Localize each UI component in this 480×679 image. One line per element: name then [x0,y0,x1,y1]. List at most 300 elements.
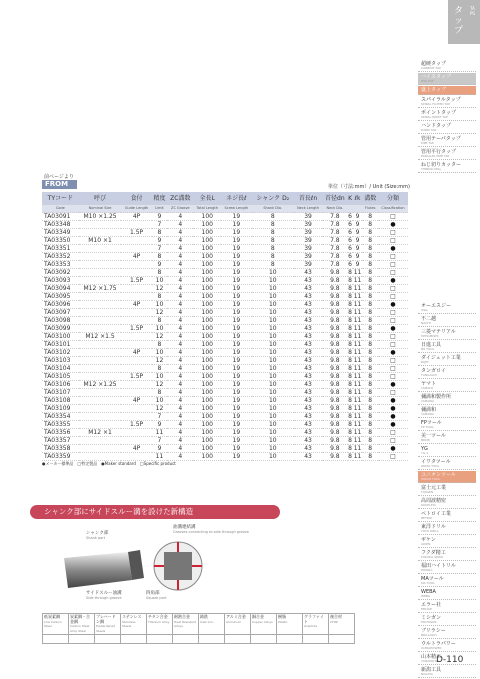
cell-zc: 4 [167,389,193,397]
column-header-en: Classification [378,205,408,213]
cell-code: TA03354 [42,413,79,421]
sidebar-item[interactable] [418,109,476,121]
cell-d: 10 [252,357,294,365]
sidebar-item-sub: NACHI [421,321,431,325]
sidebar-item-sub: NIIGATA [421,672,433,676]
sidebar-item[interactable] [418,161,476,173]
cell-code: TA03103 [42,357,79,365]
cell-L: 100 [193,437,221,445]
sidebar-item-sub: PIPE TAP [421,141,434,145]
sidebar-item-sub: TUNGALOY [421,373,438,377]
cell-lk: 11 [353,437,362,444]
column-header-en: Neck Dia. [322,205,347,213]
sidebar-item-label: ギケン [421,537,436,543]
cell-fl: 8 [362,445,378,453]
cell-lim: 10 [152,349,168,357]
cell-cls: ● [378,221,408,229]
cell-dn: 9.8 [322,429,347,437]
cell-ln: 43 [294,397,322,405]
cell-dn: 9.8 [322,365,347,373]
sidebar-item-label: 彌満和 [421,407,437,413]
cell-dn: 7.8 [322,237,347,245]
sidebar-item-label: 日進工具 [421,342,442,348]
cell-lim: 10 [152,397,168,405]
material-cell [173,614,199,635]
cell-ln: 43 [294,285,322,293]
cell-k: 6 [348,245,352,252]
cell-dn: 9.8 [322,373,347,381]
cell-zc: 4 [167,373,193,381]
table-row [42,381,408,389]
table-row [42,333,408,341]
cell-nom [79,269,122,277]
table-row [42,317,408,325]
cell-l: 19 [221,349,252,357]
cell-dn: 9.8 [322,293,347,301]
sidebar-item[interactable] [418,341,476,353]
cell-g [121,453,151,461]
cell-lim: 12 [152,285,168,293]
cell-dn: 7.8 [322,213,347,221]
cell-ln: 43 [294,365,322,373]
sidebar-item[interactable] [418,588,476,600]
cell-lim: 9 [152,261,168,269]
sidebar-item-sub: MICHIGAN [421,620,437,624]
cell-nom [79,253,122,261]
cell-lk: 9 [353,253,363,261]
cell-d: 8 [252,261,294,269]
column-header-en: Screw Length [221,205,252,213]
cell-l: 19 [221,341,252,349]
cell-dn: 9.8 [322,445,347,453]
table-row [42,373,408,381]
cell-g [121,365,151,373]
sidebar-item[interactable] [418,458,476,470]
table-row [42,261,408,269]
cell-nom: M12 ×1.5 [79,333,122,341]
cell-fl: 8 [362,293,378,301]
cell-cls: □ [378,237,408,245]
sidebar-item[interactable] [418,484,476,496]
cell-L: 100 [193,237,221,245]
cell-lim: 7 [152,413,168,421]
cell-lim: 12 [152,405,168,413]
cell-d: 10 [252,269,294,277]
cell-cls: ● [378,325,408,333]
cell-dn: 7.8 [322,261,347,269]
cell-zc: 4 [167,349,193,357]
sidebar-item-label: ポイントタップ [421,110,457,116]
column-header-en: Guide Length [121,205,151,213]
cell-k: 8 [348,405,352,412]
cell-nom [79,349,122,357]
cell-g [121,245,151,253]
cell-L: 100 [193,293,221,301]
cell-k: 8 [348,333,352,340]
material-cell [225,614,251,635]
table-row [42,397,408,405]
cell-dn: 9.8 [322,301,347,309]
material-en: Low Carbon Steel [44,619,62,628]
cell-k: 8 [348,317,352,324]
cell-fl: 8 [362,341,378,349]
sidebar-item-sub: MITSUBISHI [421,334,439,338]
sidebar-item[interactable] [418,367,476,379]
sidebar-item[interactable] [418,393,476,405]
cell-l: 19 [221,285,252,293]
cell-code: TA03358 [42,445,79,453]
table-row [42,229,408,237]
sidebar-item-label: 不二越 [421,316,437,322]
cell-lk: 11 [353,365,362,372]
cell-d: 10 [252,341,294,349]
sidebar-item[interactable] [418,666,476,678]
cell-l: 19 [221,333,252,341]
cell-zc: 4 [167,365,193,373]
cell-g [121,413,151,421]
column-header: 首径dn [322,192,347,205]
cell-lim: 12 [152,333,168,341]
cell-dn: 9.8 [322,453,347,461]
cell-cls: □ [378,261,408,269]
table-row [42,245,408,253]
cell-nom [79,229,122,237]
cell-l: 19 [221,413,252,421]
sidebar-item[interactable] [418,354,476,366]
cell-zc: 4 [167,333,193,341]
cell-k: 8 [348,445,352,452]
cell-lim: 10 [152,373,168,381]
sidebar-item-sub: YAMAMOTO [421,659,439,663]
sidebar-item-label: ブリラシー [421,628,446,634]
cell-d: 10 [252,285,294,293]
cell-lk: 9 [353,213,363,221]
material-en: Heat Resistant Alloys [174,619,196,628]
cell-ln: 43 [294,421,322,429]
column-header-en: Nominal Size [79,205,122,213]
column-header: シャンク D₂ [252,192,294,205]
cell-l: 19 [221,269,252,277]
material-jp: 耐熱合金 [174,614,190,619]
material-cell [277,614,303,635]
sidebar-item-sub: HSS TAP [421,79,434,83]
table-row [42,269,408,277]
cell-nom [79,373,122,381]
cell-L: 100 [193,277,221,285]
cell-code: TA03102 [42,349,79,357]
sidebar-item[interactable] [418,328,476,340]
side-tab-title: タップ [454,6,464,36]
sidebar-item[interactable] [418,380,476,392]
material-cell [251,614,277,635]
sidebar-item[interactable] [418,627,476,639]
cell-fl: 8 [362,453,378,461]
material-jp: 鋳鉄 [200,614,208,619]
cell-d: 10 [252,405,294,413]
cell-lk: 11 [353,413,362,420]
column-header: 全長L [193,192,221,205]
cell-cls: □ [378,293,408,301]
cell-dn: 9.8 [322,437,347,445]
shank-diagram [58,525,258,610]
material-rating-cell [173,635,199,644]
cell-k: 8 [348,453,352,460]
cross-section-square [164,552,192,580]
cell-g [121,357,151,365]
cell-g: 1.5P [121,229,151,237]
column-header-en: Flutes [362,205,378,213]
cell-code: TA03351 [42,245,79,253]
cell-d: 10 [252,413,294,421]
cell-k: 6 [348,229,352,236]
cell-zc: 4 [167,293,193,301]
sidebar-item[interactable] [418,536,476,548]
cell-code: TA03349 [42,229,79,237]
cell-lk: 9 [353,245,363,253]
cell-lim: 8 [152,317,168,325]
cell-d: 10 [252,429,294,437]
cell-l: 19 [221,325,252,333]
material-rating-cell [69,635,95,644]
sidebar-item[interactable] [418,86,476,95]
sidebar-item[interactable] [418,302,476,314]
cell-zc: 4 [167,285,193,293]
cell-lk: 11 [353,445,362,452]
sidebar-item-label: ミシガン [421,615,442,621]
material-cell [147,614,173,635]
material-cell [95,614,121,635]
cell-ln: 43 [294,341,322,349]
cell-g [121,381,151,389]
cell-cls: □ [378,213,408,221]
cell-dn: 9.8 [322,349,347,357]
cell-l: 19 [221,293,252,301]
cell-k: 8 [348,365,352,372]
sidebar-item-label: ハイスタップ [421,74,451,80]
sidebar-item[interactable] [418,549,476,561]
sidebar-item[interactable] [418,471,476,483]
cell-zc: 4 [167,357,193,365]
cell-L: 100 [193,365,221,373]
cell-ln: 39 [294,237,322,245]
sidebar-item[interactable] [418,73,476,85]
sidebar-item-label: ハンドタップ [421,123,452,129]
column-header-en: ZC Groove [167,205,193,213]
cell-cls: ● [378,301,408,309]
cell-d: 10 [252,333,294,341]
cell-l: 19 [221,365,252,373]
sidebar-item[interactable] [418,445,476,457]
cell-L: 100 [193,309,221,317]
cell-dn: 9.8 [322,317,347,325]
cell-g [121,221,151,229]
cell-fl: 8 [362,413,378,421]
cell-g [121,333,151,341]
sidebar-item-label: ダイジェット工業 [421,355,461,361]
sidebar-item[interactable] [418,406,476,418]
sidebar-item[interactable] [418,601,476,613]
sidebar-item-sub: TOYO DRILL [421,529,439,533]
cell-g [121,237,151,245]
sidebar-item-label: 管用テーパタップ [421,136,461,142]
side-tab-sub: TAPS [470,6,475,16]
table-row [42,309,408,317]
cell-L: 100 [193,405,221,413]
sidebar-item-label: FPツール [421,420,442,426]
cell-code: TA03348 [42,221,79,229]
cell-code: TA03107 [42,389,79,397]
cell-g: 4P [121,445,151,453]
sidebar-item-sub: SPIRAL POINT TAP [421,115,448,119]
material-jp: チタン合金 [148,614,168,619]
cell-l: 19 [221,301,252,309]
table-row [42,437,408,445]
sidebar-item[interactable] [418,148,476,160]
sidebar-item[interactable] [418,60,476,72]
cell-code: TA03096 [42,301,79,309]
cell-cls: ● [378,421,408,429]
cell-cls: □ [378,373,408,381]
sidebar-item-label: ユニオンツール [421,472,456,478]
table-row [42,453,408,461]
cell-dn: 9.8 [322,341,347,349]
sidebar-item[interactable] [418,96,476,108]
sidebar-item-label: ウルトラパワー [421,641,456,647]
material-cell [303,614,329,635]
shank-body [64,552,132,588]
cell-k: 8 [348,389,352,396]
table-row [42,277,408,285]
sidebar-item-label: 三菱マテリアル [421,329,456,335]
cell-g: 4P [121,397,151,405]
cell-dn: 9.8 [322,277,347,285]
sidebar-item[interactable] [418,432,476,444]
sidebar-item[interactable] [418,419,476,431]
cell-lk: 9 [353,237,363,245]
cell-g [121,429,151,437]
side-groove-label: サイドスルー油溝 Side through groove [86,591,122,600]
cell-fl: 8 [362,381,378,389]
cell-zc: 4 [167,237,193,245]
cell-dn: 9.8 [322,381,347,389]
cell-lk: 11 [353,309,362,316]
cell-d: 10 [252,421,294,429]
cell-L: 100 [193,221,221,229]
cell-code: TA03105 [42,373,79,381]
material-rating-cell [95,635,121,644]
cell-fl: 8 [362,397,378,405]
cell-d: 10 [252,373,294,381]
sidebar-item[interactable] [418,640,476,652]
cell-ln: 43 [294,381,322,389]
cell-ln: 43 [294,269,322,277]
cell-dn: 9.8 [322,421,347,429]
cell-fl: 8 [362,237,378,245]
sidebar-item[interactable] [418,497,476,509]
material-en: Aluminum [226,619,242,624]
sidebar-item[interactable] [418,614,476,626]
cell-lim: 8 [152,229,168,237]
cell-nom [79,341,122,349]
material-jp: ステンレス [122,614,142,619]
square-label: 四角部 Square part [146,591,167,600]
cell-fl: 8 [362,229,378,237]
cell-ln: 39 [294,213,322,221]
cell-cls: ● [378,405,408,413]
sidebar-item-sub: ULTRAPOWER [421,646,442,650]
cell-l: 19 [221,213,252,221]
cell-l: 19 [221,221,252,229]
column-header: 溝数 [362,192,378,205]
cell-ln: 43 [294,437,322,445]
cell-g: 4P [121,301,151,309]
cell-lim: 8 [152,269,168,277]
table-row [42,421,408,429]
cell-code: TA03106 [42,381,79,389]
cell-dn: 7.8 [322,221,347,229]
side-tab[interactable] [448,0,480,44]
cell-zc: 4 [167,317,193,325]
cell-k: 6 [348,253,352,260]
sidebar-item[interactable] [418,510,476,522]
sidebar-item[interactable] [418,315,476,327]
material-jp: グラファイト [304,614,324,624]
cell-ln: 43 [294,413,322,421]
sidebar-item[interactable] [418,122,476,134]
cell-dn: 9.8 [322,269,347,277]
cell-cls: □ [378,389,408,397]
table-row [42,253,408,261]
cell-d: 8 [252,245,294,253]
column-header-en: Total Length [193,205,221,213]
sidebar-item-sub: DIJET [421,360,429,364]
cell-nom [79,445,122,453]
groove-label: 油溝連結溝 Grooves connecting to side through groove [173,525,249,534]
sidebar-item-label: 管用平行タップ [421,149,457,155]
cell-lim: 8 [152,341,168,349]
material-rating-cell [121,635,147,644]
cell-d: 10 [252,277,294,285]
sidebar-item[interactable] [418,135,476,147]
sidebar-item[interactable] [418,562,476,574]
sidebar-item-sub: OSG [421,308,428,312]
cell-code: TA03355 [42,421,79,429]
cell-code: TA03099 [42,325,79,333]
cell-l: 19 [221,253,252,261]
cell-k: 8 [348,285,352,292]
cell-lim: 10 [152,325,168,333]
cell-g [121,317,151,325]
cell-lim: 10 [152,277,168,285]
sidebar-item[interactable] [418,575,476,587]
table-row [42,325,408,333]
cell-l: 19 [221,317,252,325]
cell-ln: 43 [294,445,322,453]
table-row [42,341,408,349]
cell-nom [79,389,122,397]
cell-L: 100 [193,301,221,309]
cell-L: 100 [193,381,221,389]
cell-fl: 8 [362,277,378,285]
cell-L: 100 [193,429,221,437]
cell-dn: 9.8 [322,405,347,413]
cell-l: 19 [221,277,252,285]
cell-ln: 43 [294,293,322,301]
sidebar-item[interactable] [418,523,476,535]
material-rating-cell [277,635,303,644]
cell-k: 8 [348,277,352,284]
cell-d: 8 [252,221,294,229]
